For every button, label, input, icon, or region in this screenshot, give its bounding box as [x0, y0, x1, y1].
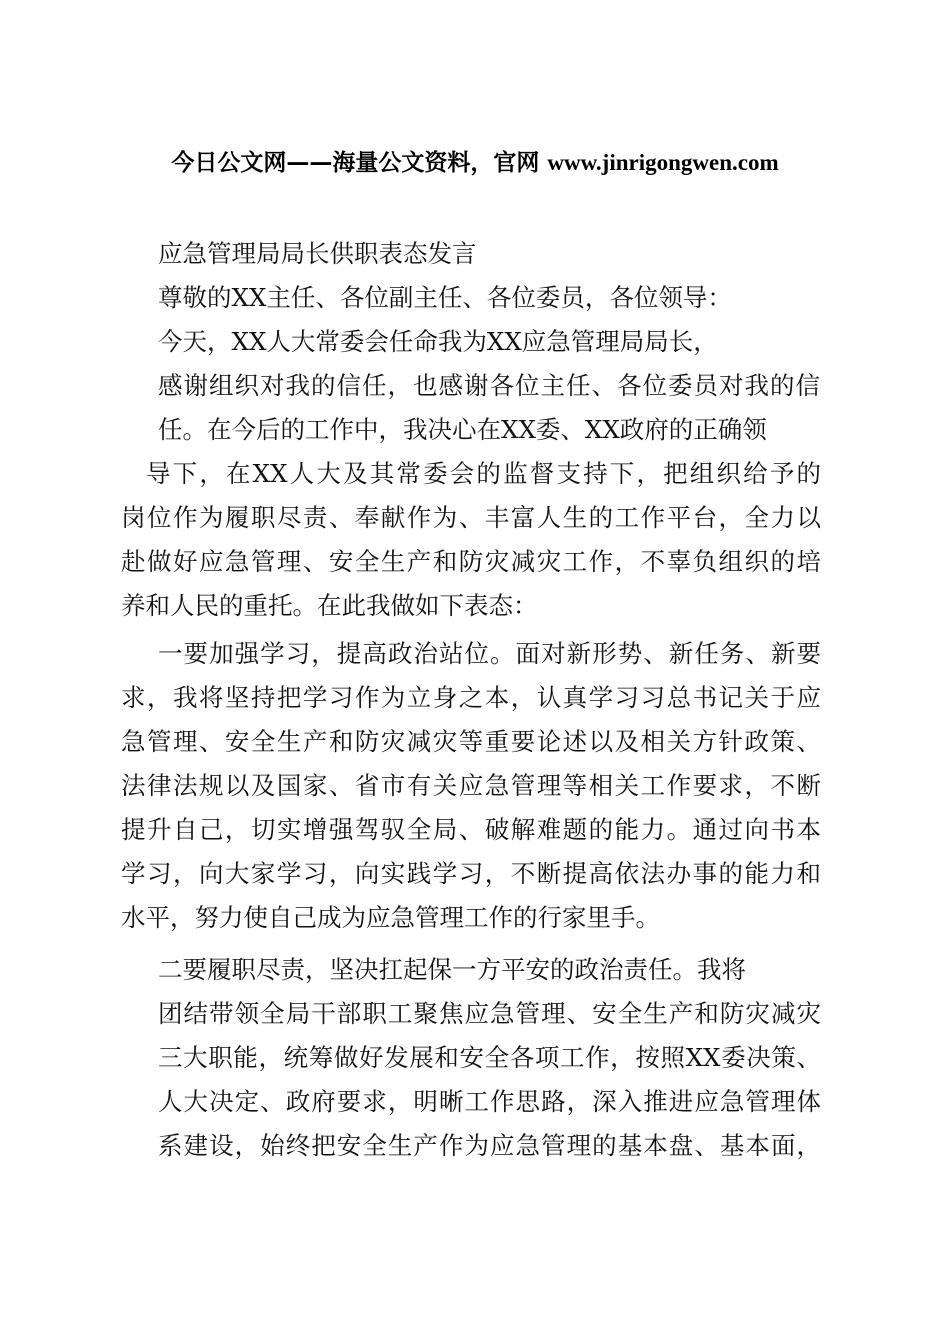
text-line: 二要履职尽责，坚决扛起保一方平安的政治责任。我将 — [158, 955, 746, 984]
text-line: 感谢组织对我的信任，也感谢各位主任、各位委员对我的信 — [158, 371, 820, 400]
text-line: 水平，努力使自己成为应急管理工作的行家里手。 — [121, 903, 660, 932]
header-site-url: www.jinrigongwen.com — [547, 150, 779, 175]
text-line: 任。在今后的工作中，我决心在XX委、XX政府的正确领 — [158, 415, 767, 444]
header-prefix: 今日公文网——海量公文资料，官网 — [171, 150, 548, 176]
salutation-line: 尊敬的XX主任、各位副主任、各位委员，各位领导： — [158, 283, 732, 312]
document-title: 应急管理局局长供职表态发言 — [158, 239, 477, 268]
text-line: 学习，向大家学习，向实践学习，不断提高依法办事的能力和 — [121, 859, 821, 888]
site-header — [0, 146, 950, 180]
text-line: 法律法规以及国家、省市有关应急管理等相关工作要求，不断 — [121, 771, 821, 800]
text-line: 系建设，始终把安全生产作为应急管理的基本盘、基本面， — [158, 1131, 821, 1160]
text-line: 岗位作为履职尽责、奉献作为、丰富人生的工作平台，全力以 — [121, 503, 821, 532]
text-line: 急管理、安全生产和防灾减灾等重要论述以及相关方针政策、 — [121, 727, 821, 756]
text-line: 人大决定、政府要求，明晰工作思路，深入推进应急管理体 — [158, 1087, 821, 1116]
text-line: 导下，在XX人大及其常委会的监督支持下，把组织给予的 — [146, 459, 821, 488]
text-line: 今天，XX人大常委会任命我为XX应急管理局局长， — [158, 327, 718, 356]
text-line: 养和人民的重托。在此我做如下表态： — [121, 591, 538, 620]
text-line: 三大职能，统筹做好发展和安全各项工作，按照XX委决策、 — [158, 1043, 821, 1072]
text-line: 一要加强学习，提高政治站位。面对新形势、新任务、新要 — [158, 639, 821, 668]
text-line: 求，我将坚持把学习作为立身之本，认真学习习总书记关于应 — [121, 683, 821, 712]
text-line: 提升自己，切实增强驾驭全局、破解难题的能力。通过向书本 — [121, 815, 821, 844]
text-line: 团结带领全局干部职工聚焦应急管理、安全生产和防灾减灾 — [158, 999, 821, 1028]
text-line: 赴做好应急管理、安全生产和防灾减灾工作，不辜负组织的培 — [121, 547, 821, 576]
